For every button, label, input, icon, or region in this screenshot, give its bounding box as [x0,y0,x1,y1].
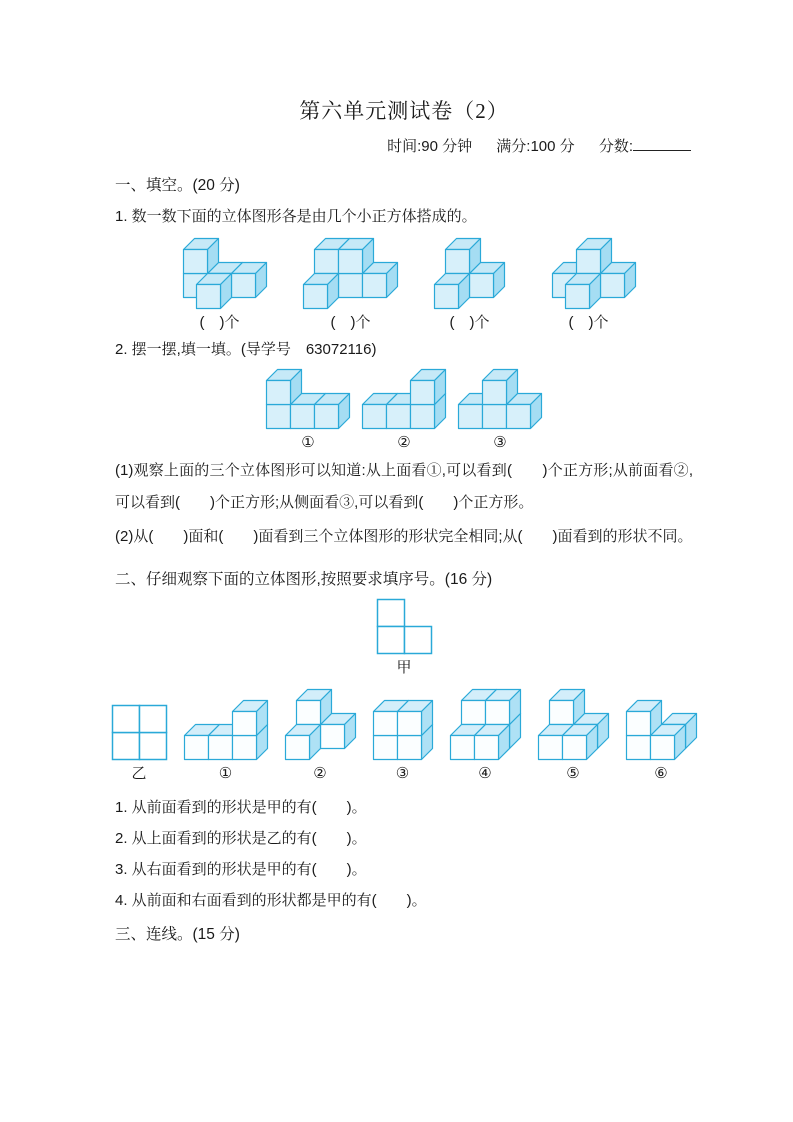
s2-figure-block-5 [537,688,610,784]
section2-heading: 二、仔细观察下面的立体图形,按照要求填序号。(16 分) [115,571,493,588]
section1-heading: 一、填空。(20 分) [115,177,240,194]
count-blank-label: ( )个 [449,314,490,331]
q1-figure-block-3 [433,237,506,333]
q2-figure-block-2 [361,368,447,453]
section2-figures-row [115,688,693,784]
s2-figure-block-1 [183,699,269,784]
cube-figure [171,237,268,310]
q2-figures-row [115,368,693,453]
q2-figure-block-3 [457,368,543,453]
yi-figure-block [111,704,168,784]
jia-figure-block [376,598,433,678]
exam-full-score: 满分:100 分 [496,138,575,155]
s2-figure-block-6 [625,699,698,784]
cube-figure [457,368,543,430]
q1-figures-row [115,237,693,333]
exam-time: 时间:90 分钟 [387,138,473,155]
count-blank-label: ( )个 [568,314,609,331]
circled-number-label: ① [301,434,315,451]
cube-figure [449,688,522,761]
q1-figure-block-4 [540,237,637,333]
section2-item-4: 4. 从前面和右面看到的形状都是甲的有( )。 [115,892,427,909]
circled-number-label: ④ [478,765,492,782]
s2-figure-block-2 [284,688,357,784]
count-blank-label: ( )个 [199,314,240,331]
count-blank-label: ( )个 [330,314,371,331]
circled-number-label: ③ [395,765,410,782]
question1-text: 1. 数一数下面的立体图形各是由几个小正方体搭成的。 [115,208,477,225]
flat-shape-figure [111,704,168,761]
section2-item-2: 2. 从上面看到的形状是乙的有( )。 [115,830,367,847]
score-blank-line [633,136,691,151]
cube-figure [284,688,357,761]
q1-figure-block-1 [171,237,268,333]
circled-number-label: ② [313,765,327,782]
circled-number-label: ⑤ [566,765,580,782]
cube-figure [625,699,698,761]
section2-item-1: 1. 从前面看到的形状是甲的有( )。 [115,799,367,816]
cube-figure [540,237,637,310]
question2-text: 2. 摆一摆,填一填。(导学号 63072116) [115,341,377,358]
q2-subquestion-2: (2)从( )面和( )面看到三个立体图形的形状完全相同;从( )面看到的形状不同。 [115,528,693,545]
circled-number-label: ③ [493,434,507,451]
q2-figure-block-1 [265,368,351,453]
yi-label: 乙 [131,765,147,782]
section2-items [115,792,693,916]
circled-number-label: ⑥ [654,765,668,782]
jia-label: 甲 [396,659,412,676]
circled-number-label: ② [397,434,411,451]
exam-info-line [115,135,693,159]
page-title: 第六单元测试卷（2） [299,99,509,123]
circled-number-label: ① [218,765,233,782]
flat-shape-figure [376,598,433,655]
cube-figure [433,237,506,310]
cube-figure [537,688,610,761]
jia-figure-row [115,598,693,678]
cube-figure [372,699,434,761]
section2-item-3: 3. 从右面看到的形状是甲的有( )。 [115,861,367,878]
section3-heading: 三、连线。(15 分) [115,926,240,943]
cube-figure [361,368,447,430]
q2-subquestion-1: (1)观察上面的三个立体图形可以知道:从上面看①,可以看到( )个正方形;从前面看②,可以看到( )个正方形;从侧面看③,可以看到( )个正方形。 [115,462,693,511]
cube-figure [183,699,269,761]
s2-figure-block-3 [372,699,434,784]
score-label: 分数: [598,138,633,155]
s2-figure-block-4 [449,688,522,784]
cube-figure [302,237,399,310]
cube-figure [265,368,351,430]
q1-figure-block-2 [302,237,399,333]
